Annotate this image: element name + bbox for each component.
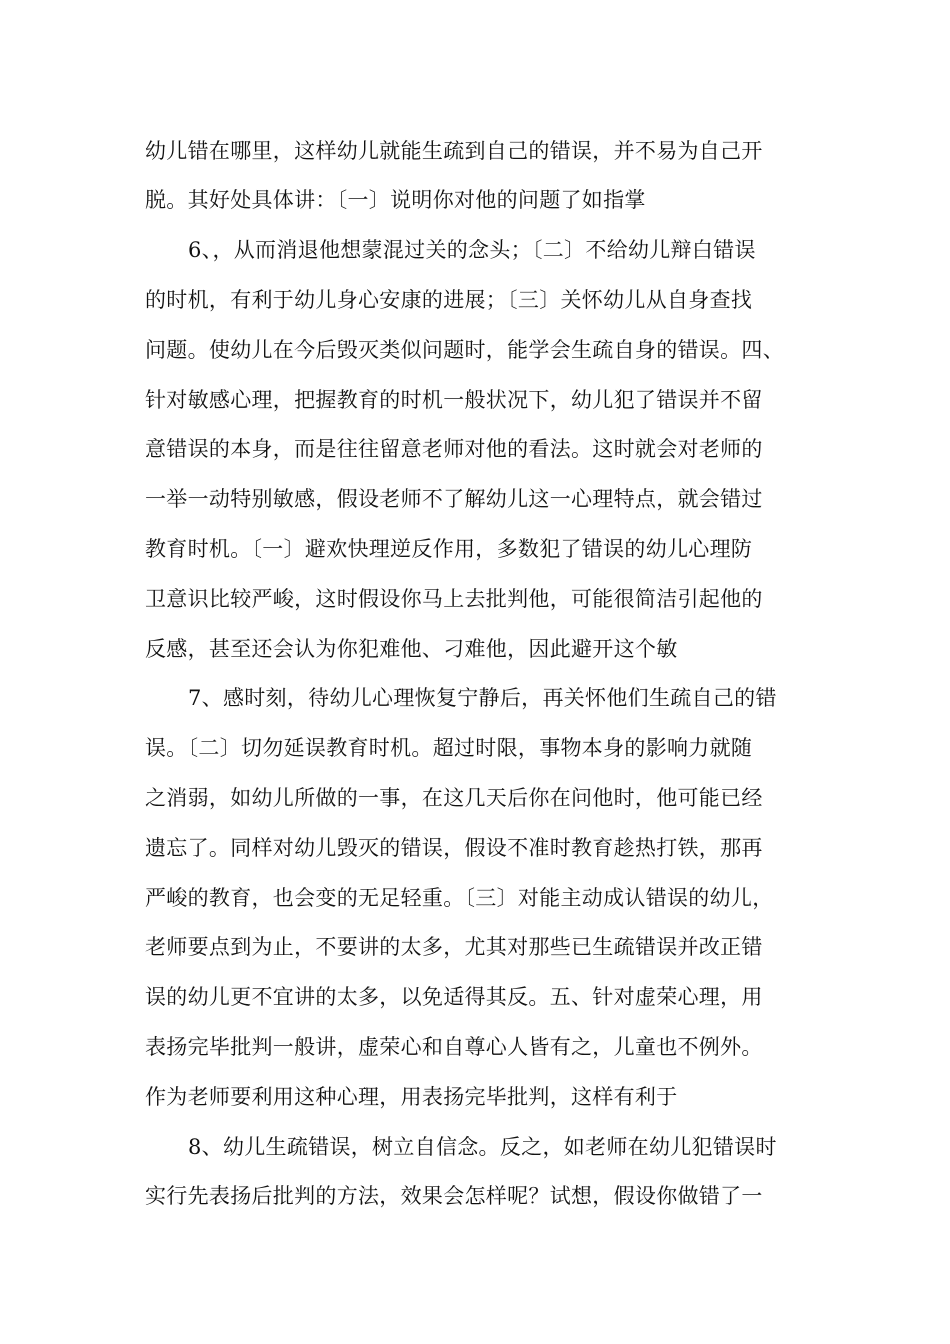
text-line: 卫意识比较严峻，这时假设你马上去批判他，可能很简洁引起他的 xyxy=(145,587,763,611)
text-line: 幼儿错在哪里，这样幼儿就能生疏到自己的错误，并不易为自己开 xyxy=(145,139,763,163)
text-line: 实行先表扬后批判的方法，效果会怎样呢？试想，假设你做错了一 xyxy=(145,1184,763,1208)
text-line: 误。〔二〕切勿延误教育时机。超过时限，事物本身的影响力就随 xyxy=(145,736,753,760)
text-line: 之消弱，如幼儿所做的一事，在这几天后你在问他时，他可能已经 xyxy=(145,786,763,810)
text-line: 误的幼儿更不宜讲的太多，以免适得其反。五、针对虚荣心理，用 xyxy=(145,985,763,1009)
text-line: 表扬完毕批判一般讲，虚荣心和自尊心人皆有之，儿童也不例外。 xyxy=(145,1035,763,1059)
text-line: 7、感时刻，待幼儿心理恢复宁静后，再关怀他们生疏自己的错 xyxy=(188,686,777,710)
text-line: 6、，从而消退他想蒙混过关的念头；〔二〕不给幼儿辩白错误 xyxy=(188,238,756,262)
text-line: 的时机，有利于幼儿身心安康的进展；〔三〕关怀幼儿从自身查找 xyxy=(145,288,753,312)
text-line: 脱。其好处具体讲：〔一〕说明你对他的问题了如指掌 xyxy=(145,188,646,212)
text-line: 作为老师要利用这种心理，用表扬完毕批判，这样有利于 xyxy=(145,1085,678,1109)
text-line: 老师要点到为止，不要讲的太多，尤其对那些已生疏错误并改正错 xyxy=(145,935,763,959)
text-line: 8、幼儿生疏错误，树立自信念。反之，如老师在幼儿犯错误时 xyxy=(188,1135,777,1159)
text-line: 教育时机。〔一〕避欢快理逆反作用，多数犯了错误的幼儿心理防 xyxy=(145,537,753,561)
text-line: 针对敏感心理，把握教育的时机一般状况下，幼儿犯了错误并不留 xyxy=(145,388,763,412)
text-line: 反感，甚至还会认为你犯难他、刁难他，因此避开这个敏 xyxy=(145,637,678,661)
text-line: 严峻的教育，也会变的无足轻重。〔三〕对能主动成认错误的幼儿， xyxy=(145,886,774,910)
text-line: 意错误的本身，而是往往留意老师对他的看法。这时就会对老师的 xyxy=(145,437,763,461)
text-line: 一举一动特别敏感，假设老师不了解幼儿这一心理特点，就会错过 xyxy=(145,487,763,511)
text-line: 问题。使幼儿在今后毁灭类似问题时，能学会生疏自身的错误。四、 xyxy=(145,338,784,362)
text-line: 遗忘了。同样对幼儿毁灭的错误，假设不准时教育趁热打铁，那再 xyxy=(145,836,763,860)
